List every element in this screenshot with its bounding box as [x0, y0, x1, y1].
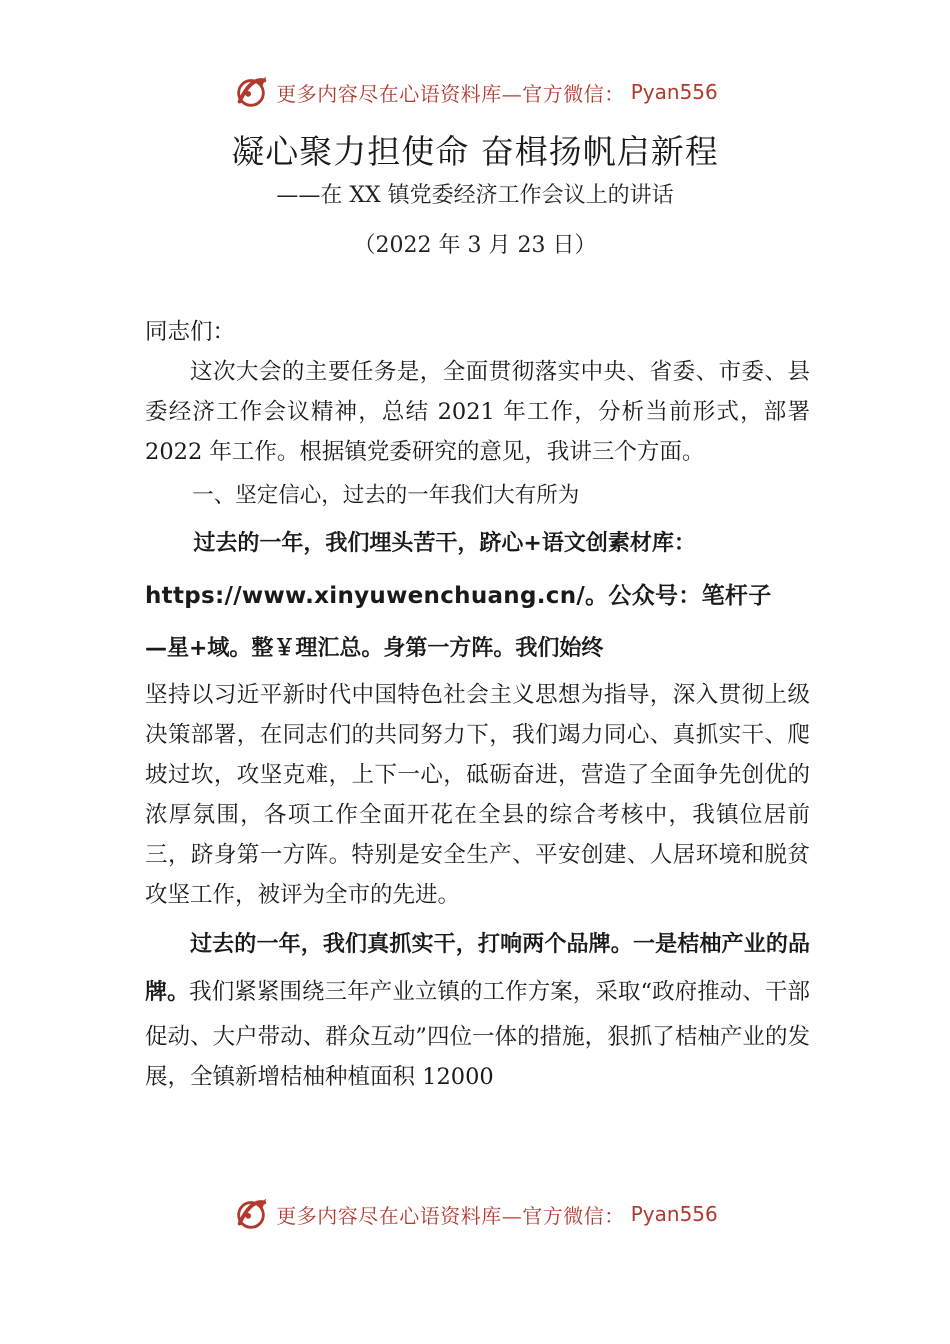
bold-paragraph-block: [145, 518, 810, 675]
salutation: 同志们：: [145, 319, 236, 345]
section-heading-1: 一、坚定信心，过去的一年我们大有所为: [192, 483, 580, 508]
watermark-banner-bottom: [0, 1192, 950, 1236]
intro-paragraph: 这次大会的主要任务是，全面贯彻落实中央、省委、市委、县委经济工作会议精神，总结 2021 年工作，分析当前形式，部署 2022 年工作。根据镇党委研究的意见，我讲三个方面。: [145, 359, 810, 465]
bold-line-3: —星+域。整￥理汇总。身第一方阵。我们始终: [145, 636, 604, 661]
bold-line-2-url: https://www.xinyuwenchuang.cn/。公众号：笔杆子: [145, 583, 772, 609]
watermark-text: 更多内容尽在心语资料库—官方微信：: [276, 1203, 625, 1228]
paragraph-a: 坚持以习近平新时代中国特色社会主义思想为指导，深入贯彻上级决策部署，在同志们的共同努力下，我们竭力同心、真抓实干、爬坡过坎，攻坚克难，上下一心，砥砺奋进，营造了全面争先创优的浓厚氛围，各项工作全面开花在全县的综合考核中，我镇位居前三，跻身第一方阵。特别是安全生产、平安创建、人居环境和脱贫攻坚工作，被评为全市的先进。: [145, 682, 810, 908]
watermark-wechat-id: Pyan556: [630, 80, 718, 104]
paragraph-b-bold-lead: 过去的一年，我们真抓实干，打响两个品牌。一是桔柚产业的品牌。: [145, 932, 810, 1005]
paragraph-b-text: 我们紧紧围绕三年产业立镇的工作方案，采取“政府推动、干部促动、大户带动、群众互动”四位一体的措施，狠抓了桔柚产业的发展，全镇新增桔柚种植面积 12000: [145, 979, 810, 1090]
brand-logo-icon: [232, 1195, 270, 1233]
document-body: [145, 312, 810, 1097]
watermark-banner-top: [0, 70, 950, 114]
document-date: （2022 年 3 月 23 日）: [353, 233, 597, 258]
brand-logo-icon: [232, 73, 270, 111]
watermark-text: 更多内容尽在心语资料库—官方微信：: [276, 81, 625, 106]
bold-line-1: 过去的一年，我们埋头苦干，跻心+语文创素材库：: [193, 531, 696, 556]
paragraph-b: [145, 921, 810, 1097]
watermark-wechat-id: Pyan556: [630, 1202, 718, 1226]
document-subtitle: ——在 XX 镇党委经济工作会议上的讲话: [276, 183, 674, 208]
document-title: 凝心聚力担使命 奋楫扬帆启新程: [231, 132, 719, 171]
